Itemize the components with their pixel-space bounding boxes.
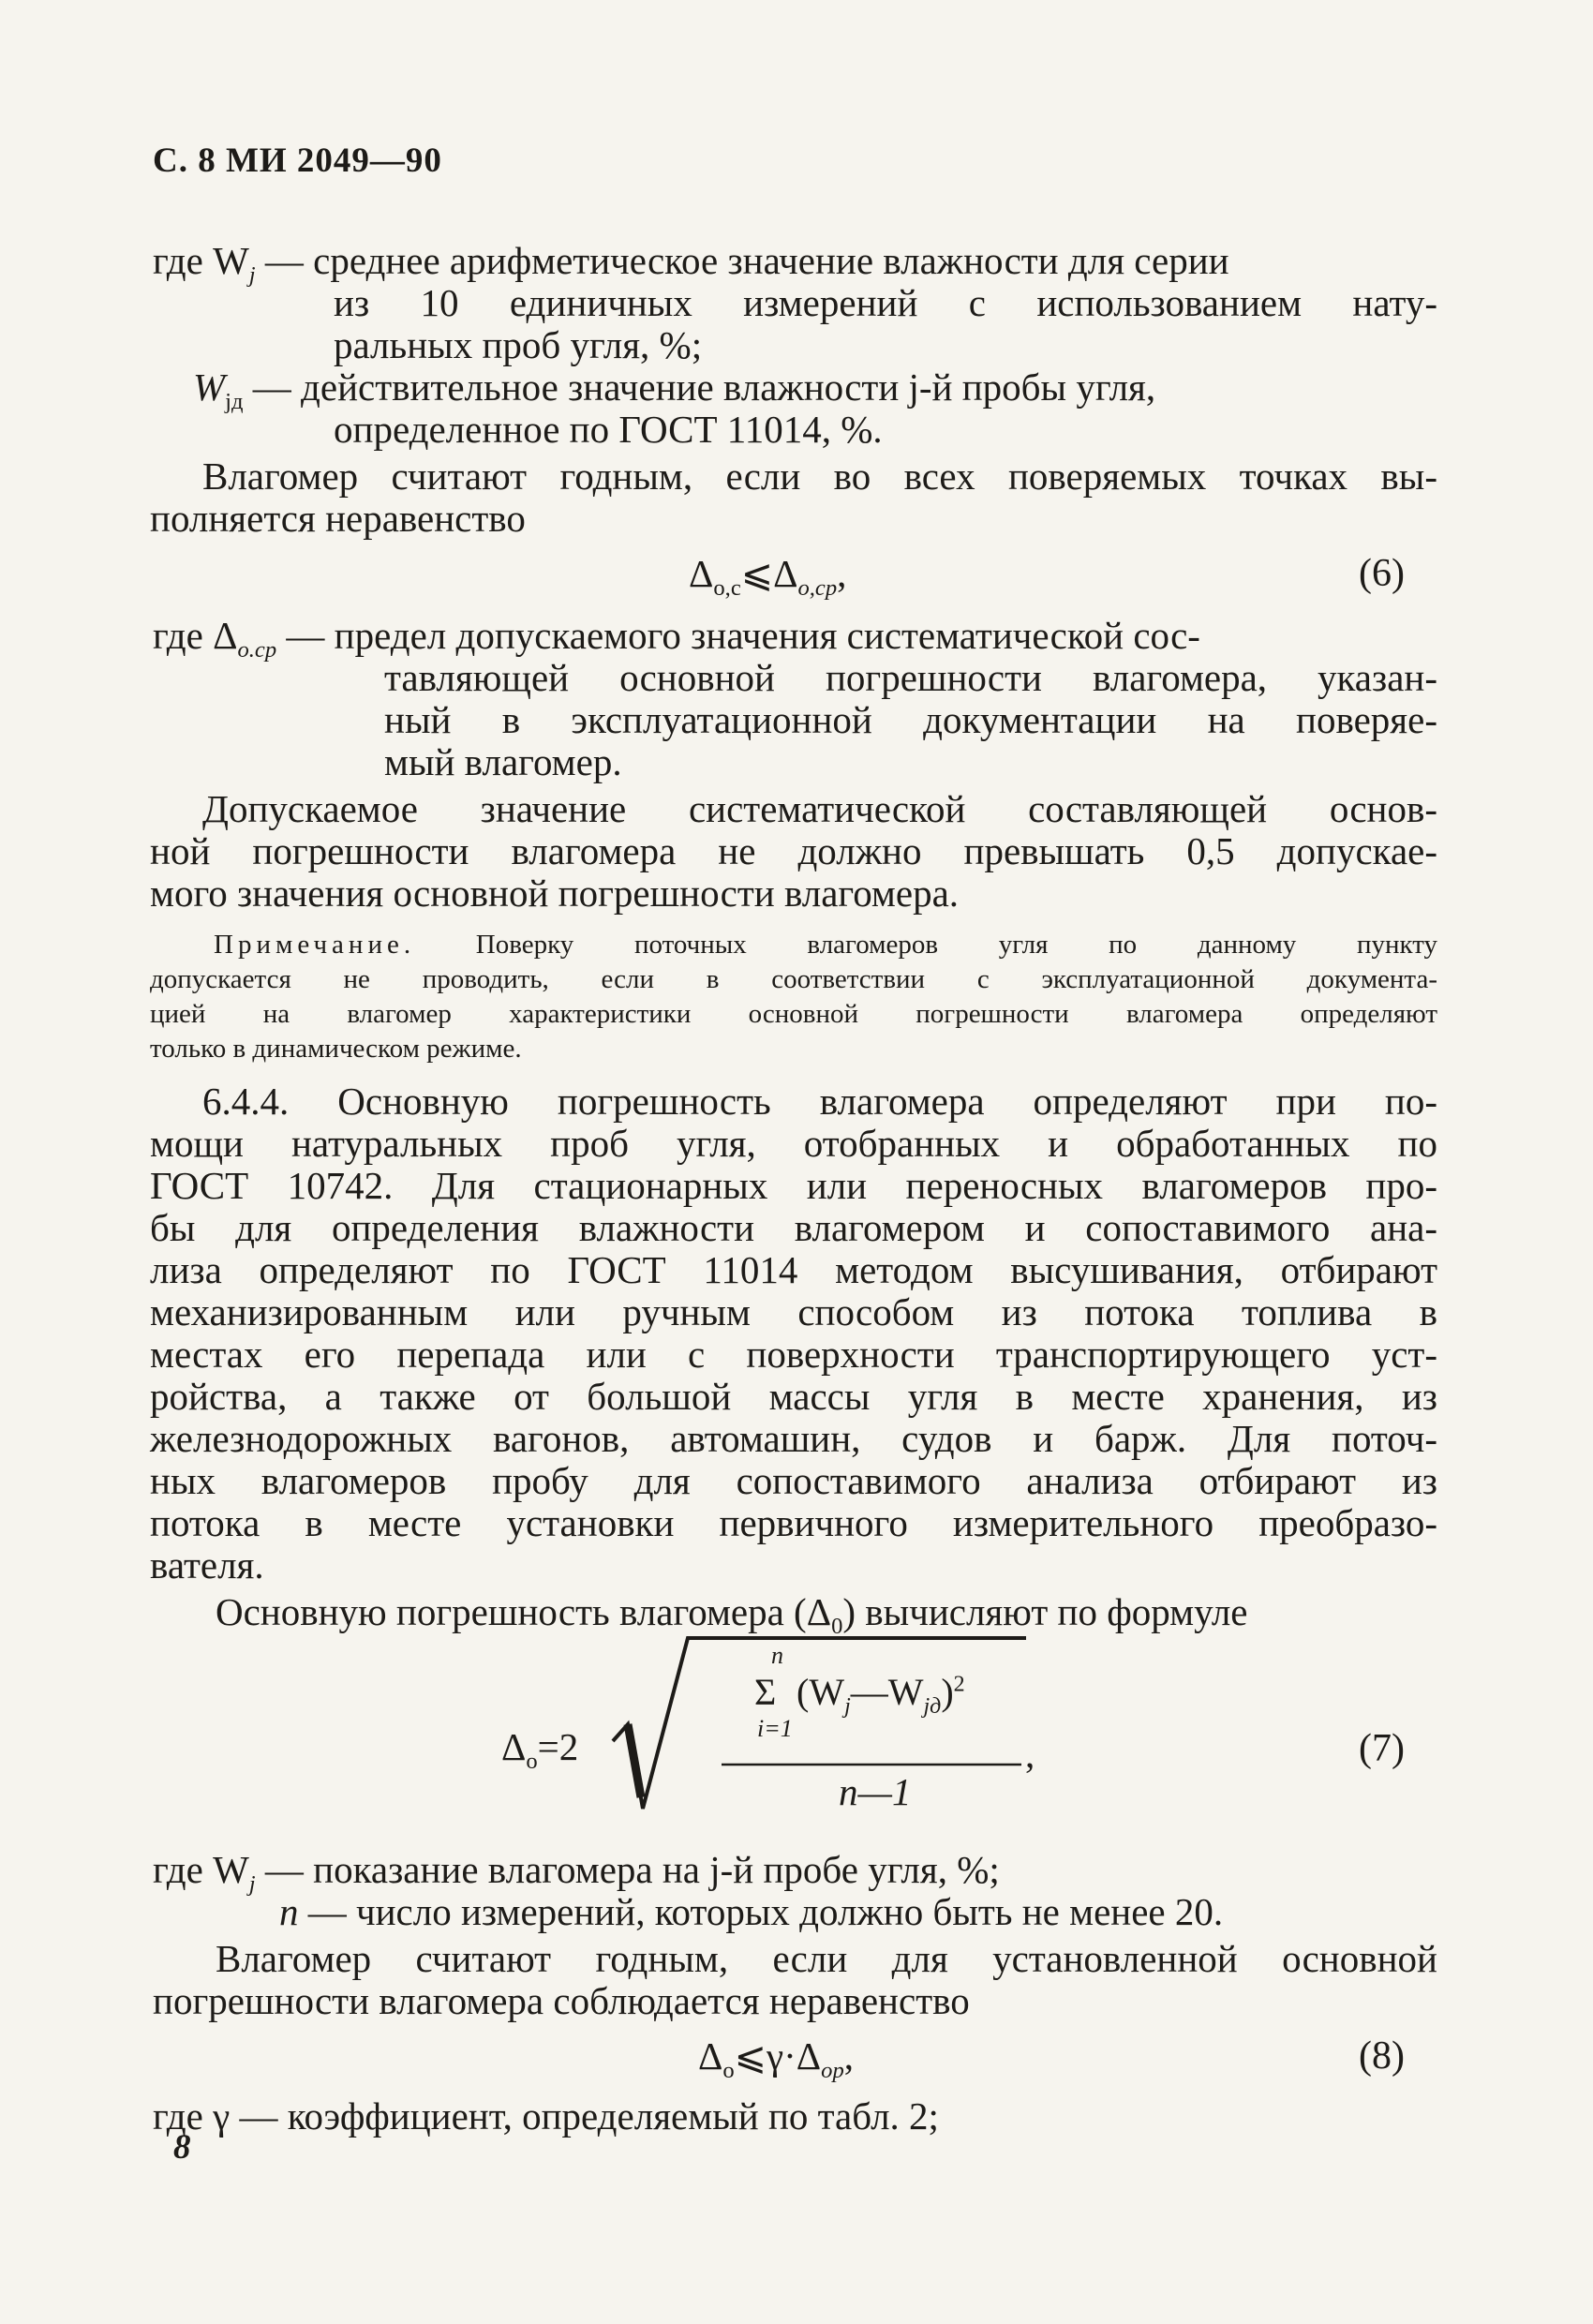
note-line: только в динамическом режиме. [150, 1034, 522, 1064]
equation-number: (6) [1359, 552, 1405, 595]
equation-number: (8) [1359, 2034, 1405, 2078]
equation-number: (7) [1359, 1727, 1405, 1770]
text-line: 6.4.4. Основную погрешность влагомера определяют при по- [202, 1080, 1437, 1123]
sum-sign: Σ [754, 1671, 777, 1713]
text-line: потока в месте установки первичного измерительного преобразо- [150, 1501, 1437, 1544]
equation-8: $\Delta_о⩽\gamma\cdot\Delta_{ор}$, [698, 2034, 855, 2084]
text-line: мощи натуральных проб угля, отобранных и обработанных по [150, 1122, 1437, 1165]
note-label: Примечание. [214, 930, 416, 960]
text-line: вателя. [150, 1543, 264, 1587]
page-number: 8 [173, 2128, 191, 2167]
text-line: мого значения основной погрешности влагомера. [150, 872, 960, 915]
text-line: мый влагомер. [384, 740, 622, 783]
text-line: ройства, а также от большой массы угля в месте хранения, из [150, 1375, 1437, 1418]
sum-upper-limit: n [771, 1642, 783, 1669]
page-header: С. 8 МИ 2049—90 [153, 142, 442, 180]
text-line: ной погрешности влагомера не должно превышать 0,5 допускае- [150, 829, 1437, 872]
text-line: из 10 единичных измерений с использованием нату- [334, 281, 1437, 324]
equation-tail: , [1025, 1733, 1035, 1776]
text-line: n — число измерений, которых должно быть не менее 20. [279, 1890, 1224, 1933]
text-line: ных влагомеров пробу для сопоставимого анализа отбирают из [150, 1459, 1437, 1502]
text-line: лиза определяют по ГОСТ 11014 методом высушивания, отбирают [150, 1248, 1437, 1291]
text-line: Основную погрешность влагомера $(\Delta_0)$ вычисляют по формуле [216, 1590, 1248, 1640]
sum-lower-limit: i=1 [757, 1715, 793, 1742]
equation-7-lhs: $\Delta_о=2$ [501, 1725, 579, 1775]
text-line: тавляющей основной погрешности влагомера, указан- [384, 656, 1437, 699]
equation-6: $\Delta_{о,с}⩽\Delta_{о,ср}$, [689, 552, 847, 602]
denominator: n—1 [839, 1770, 912, 1813]
text-line: железнодорожных вагонов, автомашин, судов и барж. Для поточ- [150, 1417, 1437, 1460]
note-line: Примечание. Поверку поточных влагомеров угля по данному пункту [214, 930, 1437, 960]
text-line: где $\Delta_{о.ср}$ — предел допускаемого значения систематической сос- [153, 614, 1200, 663]
text-line: определенное по ГОСТ 11014, %. [334, 408, 883, 451]
text-line: Влагомер считают годным, если во всех поверяемых точках вы- [202, 454, 1437, 498]
text-line: ральных проб угля, %; [334, 323, 703, 366]
note-line: цией на влагомер характеристики основной погрешности влагомера определяют [150, 999, 1437, 1029]
text-line: Допускаемое значение систематической составляющей основ- [202, 787, 1437, 830]
text-line: ГОСТ 10742. Для стационарных или переносных влагомеров про- [150, 1164, 1437, 1207]
text-line: Влагомер считают годным, если для установленной основной [216, 1937, 1437, 1980]
radical-sign [609, 1631, 1031, 1818]
text-line: бы для определения влажности влагомером и сопоставимого ана- [150, 1206, 1437, 1249]
text-line: местах его перепада или с поверхности транспортирующего уст- [150, 1333, 1437, 1376]
text-line: полняется неравенство [150, 497, 526, 540]
text-line: ный в эксплуатационной документации на поверяе- [384, 698, 1437, 741]
note-line: допускается не проводить, если в соответствии с эксплуатационной документа- [150, 964, 1437, 994]
text-line: где $W_j$ — среднее арифметическое значение влажности для серии [153, 239, 1229, 289]
text-line: где γ — коэффициент, определяемый по табл. 2; [153, 2094, 939, 2138]
text-line: погрешности влагомера соблюдается неравенство [153, 1979, 970, 2022]
text-line: где $W_j$ — показание влагомера на j-й пробе угля, %; [153, 1848, 1000, 1898]
text-line: $W_{jд}$ — действительное значение влажности j-й пробы угля, [193, 365, 1156, 415]
text-line: механизированным или ручным способом из потока топлива в [150, 1290, 1437, 1333]
numerator: $(W_j—W_{jд})^2$ [796, 1671, 965, 1719]
